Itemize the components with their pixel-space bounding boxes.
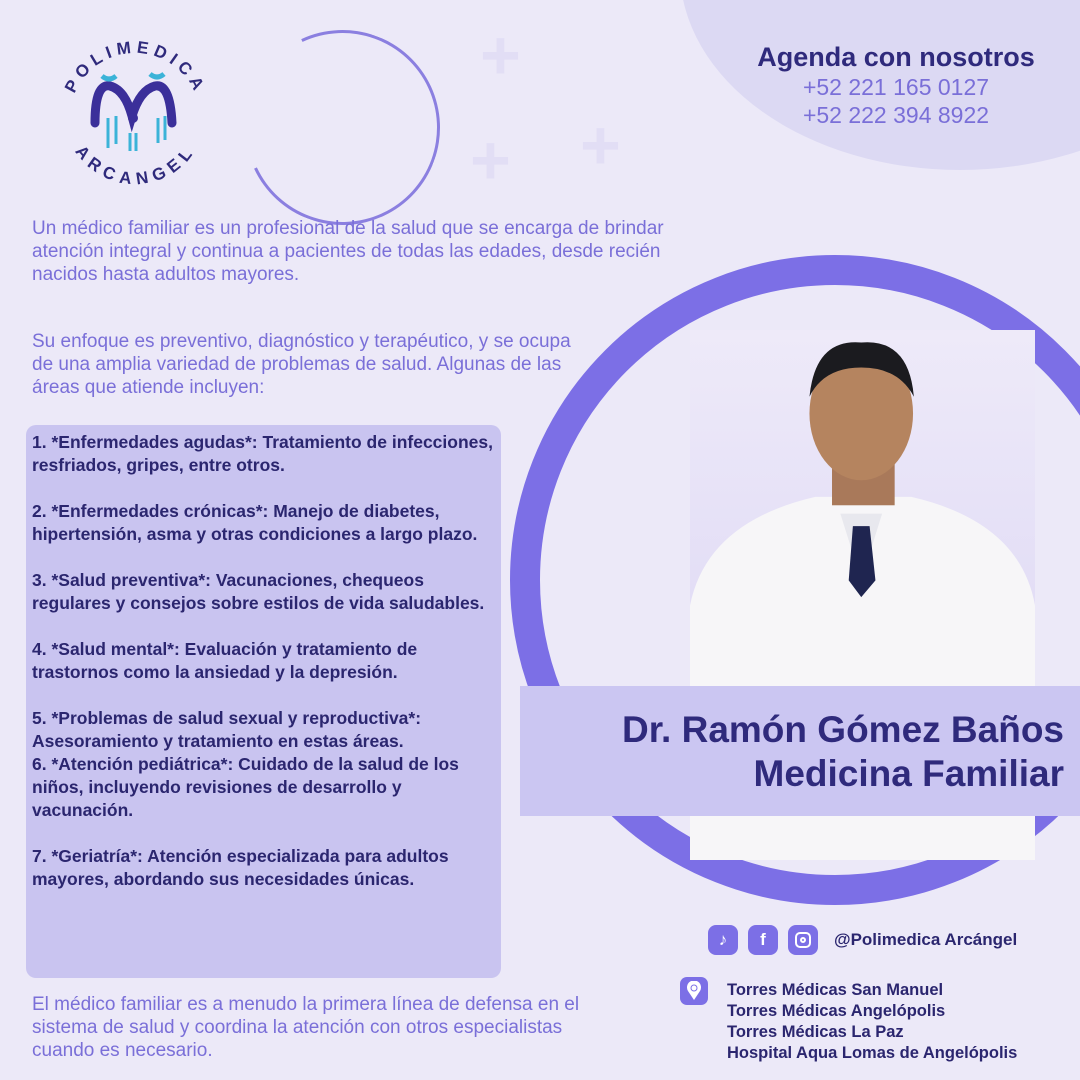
intro-paragraph-2: Su enfoque es preventivo, diagnóstico y terapéutico, y se ocupa de una amplia variedad de problemas de salud. Algunas de las áreas que atiende incluyen: — [32, 331, 571, 398]
svg-text:POLIMEDICA — [61, 38, 210, 97]
doctor-specialty: Medicina Familiar — [753, 753, 1064, 794]
list-item: 4. *Salud mental*: Evaluación y tratamiento de trastornos como la ansiedad y la depresión. — [32, 639, 418, 682]
location-item: Torres Médicas San Manuel — [727, 981, 944, 999]
polimedica-logo — [50, 38, 220, 188]
doctor-name-box — [520, 686, 1080, 816]
list-item: 7. *Geriatría*: Atención especializada para adultos mayores, abordando sus necesidades únicas. — [32, 846, 449, 889]
agenda-title: Agenda con nosotros — [757, 42, 1035, 72]
closing-paragraph: El médico familiar es a menudo la primera línea de defensa en el sistema de salud y coordina la atención con otros especialistas cuando es necesario. — [32, 994, 580, 1061]
intro-paragraph: Un médico familiar es un profesional de la salud que se encarga de brindar atención integral y continua a pacientes de todas las edades, desde recién nacidos hasta adultos mayores. — [32, 218, 664, 285]
instagram-icon[interactable] — [788, 925, 818, 955]
locations-list — [727, 980, 1017, 1064]
list-item: 1. *Enfermedades agudas*: Tratamiento de infecciones, resfriados, gripes, entre otros. — [32, 432, 493, 475]
social-row — [708, 925, 1017, 955]
list-item: 2. *Enfermedades crónicas*: Manejo de diabetes, hipertensión, asma y otras condiciones a largo plazo. — [32, 501, 478, 544]
list-item: 6. *Atención pediátrica*: Cuidado de la salud de los niños, incluyendo revisiones de desarrollo y vacunación. — [32, 754, 459, 820]
doctor-name: Dr. Ramón Gómez Baños — [621, 709, 1064, 750]
phone-number[interactable]: +52 222 394 8922 — [802, 102, 990, 128]
agenda-block — [726, 42, 1066, 129]
facebook-icon[interactable]: f — [748, 925, 778, 955]
location-item: Torres Médicas La Paz — [727, 1023, 904, 1041]
location-item: Torres Médicas Angelópolis — [727, 1002, 946, 1020]
logo-text-bottom: ARCANGEL — [71, 140, 200, 188]
location-pin-icon — [680, 977, 708, 1005]
decor-arc — [218, 3, 468, 253]
location-item: Hospital Aqua Lomas de Angelópolis — [727, 1044, 1018, 1062]
plus-decoration: + — [580, 106, 621, 184]
areas-list — [26, 425, 501, 978]
plus-decoration: + — [470, 121, 511, 199]
plus-decoration: + — [480, 16, 521, 94]
phone-number[interactable]: +52 221 165 0127 — [802, 74, 990, 100]
list-item: 3. *Salud preventiva*: Vacunaciones, chequeos regulares y consejos sobre estilos de vida saludables. — [32, 570, 485, 613]
logo-text-top: POLIMEDICA — [60, 38, 210, 98]
social-handle[interactable]: @Polimedica Arcángel — [834, 930, 1018, 949]
tiktok-icon[interactable]: ♪ — [708, 925, 738, 955]
list-item: 5. *Problemas de salud sexual y reproductiva*: Asesoramiento y tratamiento en estas áreas. — [32, 708, 422, 751]
